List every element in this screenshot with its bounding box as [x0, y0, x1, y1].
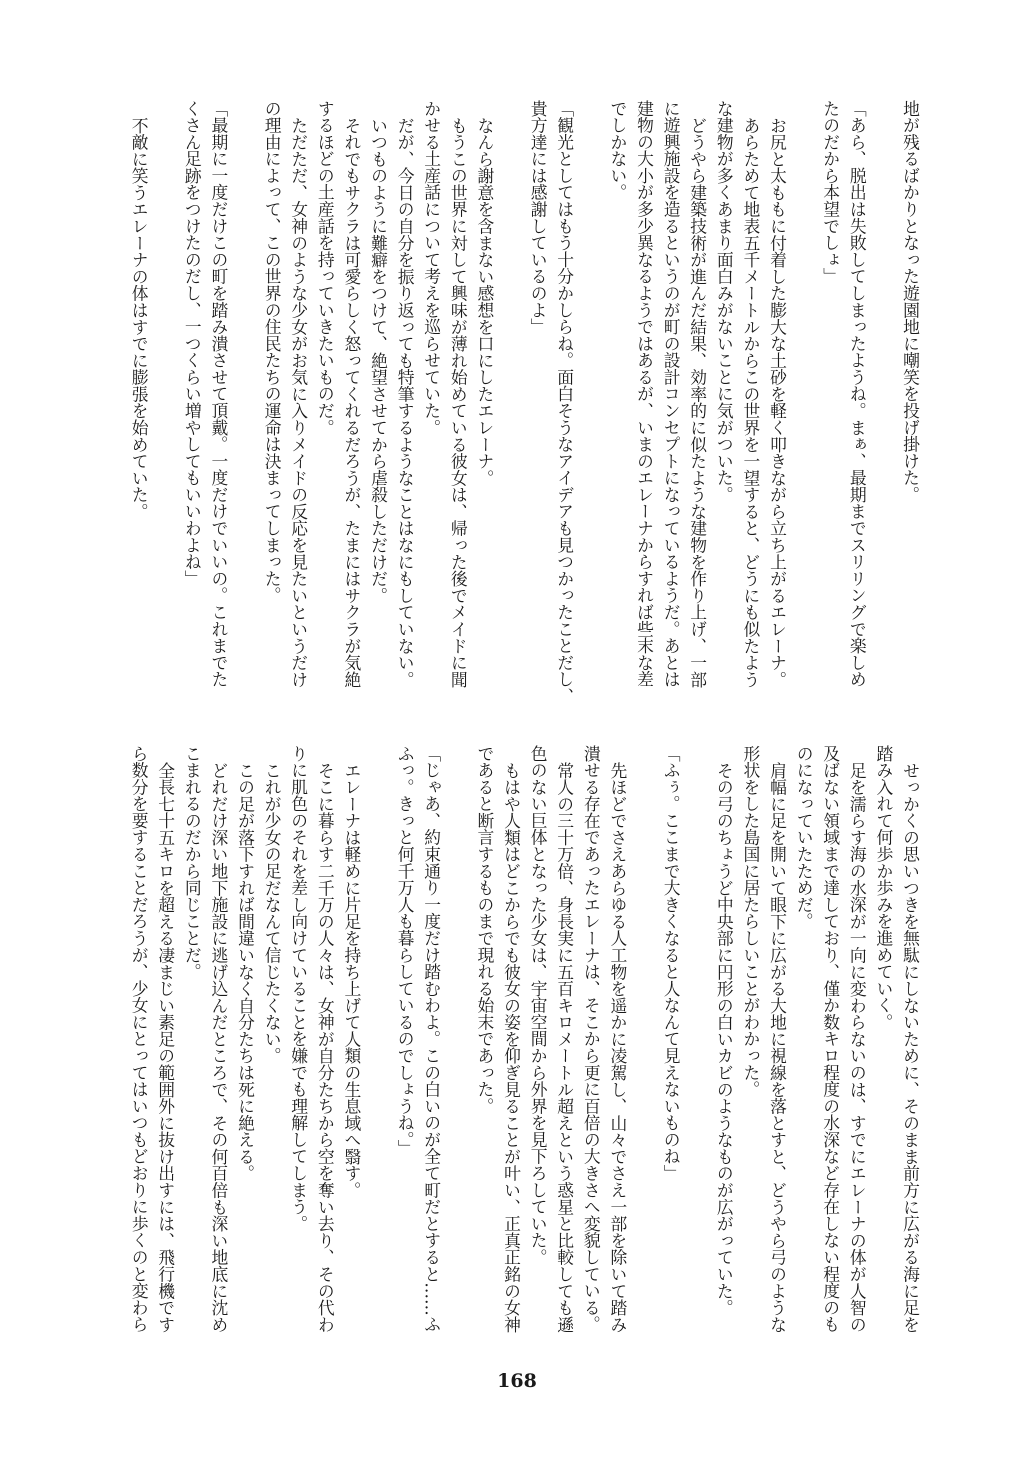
text-line: であると断言するものまで現れる始末であった。	[474, 745, 495, 1115]
text-line: 全長七十五キロを超える凄まじい素足の範囲外に抜け出すには、飛行機です	[155, 761, 176, 1333]
text-line: くさん足跡をつけたのだし、一つくらい増やしてもいいわよね」	[182, 100, 203, 587]
text-line: りに肌色のそれを差し向けていることを嫌でも理解してしまう。	[288, 745, 309, 1232]
text-line: こまれるのだから同じことだ。	[182, 745, 203, 981]
text-line: ふっ。きっと何千万人も暮らしているのでしょうね。」	[395, 745, 416, 1157]
text-line: これが少女の足だなんて信じたくない。	[262, 761, 283, 1065]
text-line: それでもサクラは可愛らしく怒ってくれるだろうが、たまにはサクラが気絶	[341, 116, 362, 688]
text-line: あらためて地表五千メートルからこの世界を一望すると、どうにも似たよう	[740, 116, 761, 688]
text-line: 「ふぅ。ここまで大きくなると人なんて見えないものね」	[661, 745, 682, 1182]
text-line: エレーナは軽めに片足を持ち上げて人類の生息域へ翳す。	[341, 761, 362, 1199]
text-line: 形状をした島国に居たらしいことがわかった。	[740, 745, 761, 1098]
page-number: 168	[497, 1370, 537, 1392]
text-line: 常人の三十万倍、身長実に五百キロメートル超えという惑星と比較しても遜	[554, 761, 575, 1333]
text-line: 「あら、脱出は失敗してしまったようね。まぁ、最期までスリリングで楽しめ	[847, 100, 868, 688]
text-line: 及ばない領域まで達しており、僅か数キロ程度の水深など存在しない程度のも	[820, 745, 841, 1333]
text-line: この足が落下すれば間違いなく自分たちは死に絶える。	[235, 761, 256, 1182]
text-line: に遊興施設を造るというのが町の設計コンセプトになっているようだ。あとは	[661, 100, 682, 688]
text-line: ら数分を要することだろうが、少女にとってはいつもどおりに歩くのと変わら	[129, 745, 150, 1333]
text-line: のになっていたためだ。	[794, 745, 815, 930]
text-line: どれだけ深い地下施設に逃げ込んだところで、その何百倍も深い地底に沈め	[208, 761, 229, 1333]
text-line: 踏み入れて何歩か歩みを進めていく。	[873, 745, 894, 1031]
text-line: もはや人類はどこからでも彼女の姿を仰ぎ見ることが叶い、正真正銘の女神	[501, 761, 522, 1333]
text-line: 先ほどでさえあらゆる人工物を遥かに凌駕し、山々でさえ一部を除いて踏み	[607, 761, 628, 1333]
text-line: そこに暮らす二千万の人々は、女神が自分たちから空を奪い去り、その代わ	[315, 761, 336, 1333]
text-line: 「最期に一度だけこの町を踏み潰させて頂戴。一度だけでいいの。これまでた	[208, 100, 229, 688]
text-line: 肩幅に足を開いて眼下に広がる大地に視線を落とすと、どうやら弓のような	[767, 761, 788, 1333]
text-line: いつものように難癖をつけて、絶望させてから虐殺しただけだ。	[368, 116, 389, 604]
text-line: でしかない。	[607, 100, 628, 201]
text-line: その弓のちょうど中央部に円形の白いカビのようなものが広がっていた。	[714, 761, 735, 1316]
text-line: 建物の大小が多少異なるようではあるが、いまのエレーナからすれば些末な差	[634, 100, 655, 688]
text-line: 不敵に笑うエレーナの体はすでに膨張を始めていた。	[129, 116, 150, 520]
text-line: 色のない巨体となった少女は、宇宙空間から外界を見下ろしていた。	[528, 745, 549, 1266]
text-line: どうやら建築技術が進んだ結果、効率的に似たような建物を作り上げ、一部	[687, 116, 708, 688]
text-line: するほどの土産話を持っていきたいものだ。	[315, 100, 336, 436]
text-line: な建物が多くあまり面白みがないことに気がついた。	[714, 100, 735, 503]
text-line: なんら謝意を含まない感想を口にしたエレーナ。	[474, 116, 495, 487]
text-line: 「じゃあ、約束通り一度だけ踏むわよ。この白いのが全て町だとすると……ふ	[421, 745, 442, 1333]
text-line: お尻と太ももに付着した膨大な土砂を軽く叩きながら立ち上がるエレーナ。	[767, 116, 788, 688]
text-line: の理由によって、この世界の住民たちの運命は決まってしまった。	[262, 100, 283, 604]
text-line: たのだから本望でしょ」	[820, 100, 841, 285]
text-line: 「観光としてはもう十分かしらね。面白そうなアイデアも見つかったことだし、	[554, 100, 575, 705]
text-line: 潰せる存在であったエレーナは、そこから更に百倍の大きさへ変貌している。	[581, 745, 602, 1333]
text-line: もうこの世界に対して興味が薄れ始めている彼女は、帰った後でメイドに聞	[448, 116, 469, 688]
text-line: 地が残るばかりとなった遊園地に嘲笑を投げ掛けた。	[900, 100, 921, 503]
text-line: 貴方達には感謝しているのよ」	[528, 100, 549, 336]
text-line: だが、今日の自分を振り返っても特筆するようなことはなにもしていない。	[395, 116, 416, 688]
text-line: ただただ、女神のような少女がお気に入りメイドの反応を見たいというだけ	[288, 116, 309, 688]
text-line: 足を濡らす海の水深が一向に変わらないのは、すでにエレーナの体が人智の	[847, 761, 868, 1333]
text-line: せっかくの思いつきを無駄にしないために、そのまま前方に広がる海に足を	[900, 761, 921, 1333]
text-line: かせる土産話について考えを巡らせていた。	[421, 100, 442, 436]
